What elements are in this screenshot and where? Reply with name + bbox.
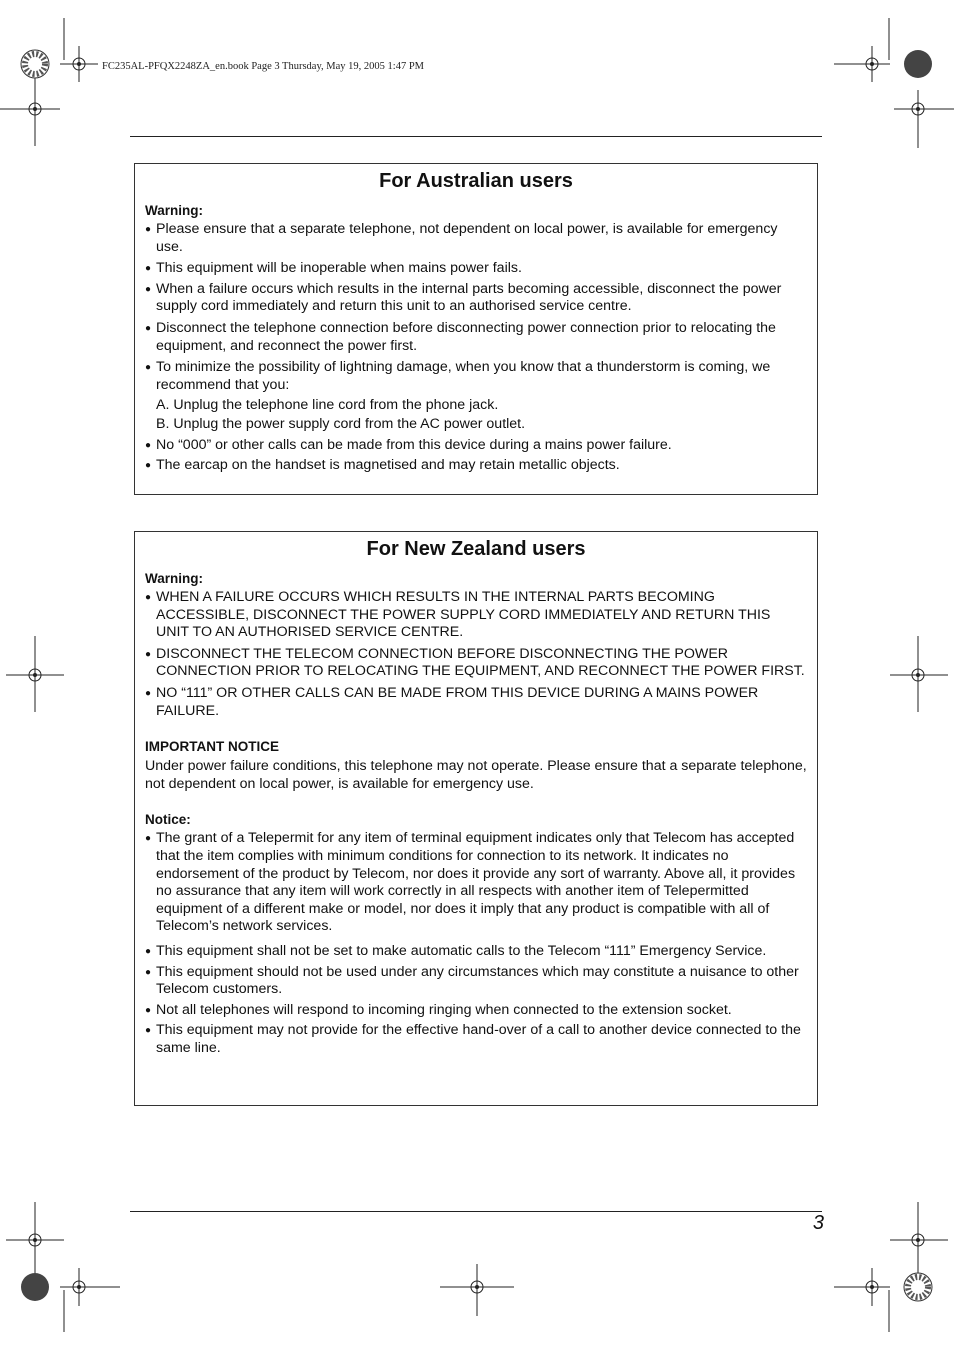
- new-zealand-users-box: [134, 531, 818, 1106]
- page-number: 3: [812, 1212, 824, 1234]
- bullet-icon: ●: [145, 687, 152, 699]
- notice-label: Notice:: [145, 812, 191, 828]
- list-item: ● To minimize the possibility of lightning damage, when you know that a thunderstorm is coming, we recommend that you: A. Unplug the telephone line cord from the phone jack. B. Unplug the power supply cord from the AC power outlet.: [145, 359, 807, 433]
- bullet-icon: ●: [145, 833, 152, 845]
- list-item: ● DISCONNECT THE TELECOM CONNECTION BEFORE DISCONNECTING THE POWER CONNECTION PRIOR TO RELOCATING THE EQUIPMENT, AND RECONNECT THE POWER FIRST.: [145, 645, 805, 680]
- list-item: ● This equipment may not provide for the effective hand-over of a call to another device connected to the same line.: [145, 1022, 801, 1056]
- bullet-icon: ●: [145, 945, 152, 957]
- list-item: ● When a failure occurs which results in the internal parts becoming accessible, disconnect the power supply cord immediately and return this unit to an authorised service centre.: [145, 280, 782, 315]
- list-item: ● The grant of a Telepermit for any item of terminal equipment indicates only that Telecom has accepted that the item complies with minimum conditions for connection to its network. It indicates no endorsement of the product by Telecom, nor does it provide any sort of warranty. Above all, it provides no assurance that any item will work correctly in all respects with another item of Telepermitted equipment of a different make or model, nor does it imply that any product is compatible with all of Telecom’s network services.: [145, 830, 796, 935]
- au-warning-label: Warning:: [145, 203, 203, 218]
- list-item: ● The earcap on the handset is magnetised and may retain metallic objects.: [145, 457, 620, 474]
- book-header: FC235AL-PFQX2248ZA_en.book Page 3 Thursday, May 19, 2005 1:47 PM: [102, 61, 424, 72]
- bottom-rule: [130, 1211, 822, 1212]
- important-notice-label: IMPORTANT NOTICE: [145, 739, 279, 755]
- australian-users-box: [134, 163, 818, 495]
- list-item: ● This equipment should not be used under any circumstances which may constitute a nuisance to other Telecom customers.: [145, 963, 799, 998]
- nz-warning-label: Warning:: [145, 571, 203, 586]
- list-item: ● This equipment will be inoperable when mains power fails.: [145, 260, 522, 277]
- bullet-icon: ●: [145, 592, 152, 603]
- bullet-icon: ●: [145, 283, 152, 295]
- au-warning-list: [145, 221, 807, 475]
- bullet-icon: ●: [145, 224, 152, 235]
- list-item: ● Disconnect the telephone connection before disconnecting power connection prior to relocating the equipment, and reconnect the power first.: [145, 319, 776, 354]
- bullet-icon: ●: [145, 1004, 152, 1016]
- nz-title: For New Zealand users: [366, 538, 586, 560]
- important-notice-text: Under power failure conditions, this telephone may not operate. Please ensure that a separate telephone, not dependent on local power, is available for emergency use.: [145, 758, 807, 792]
- bullet-icon: ●: [145, 966, 152, 978]
- list-item: ● NO “111” OR OTHER CALLS CAN BE MADE FROM THIS DEVICE DURING A MAINS POWER FAILURE.: [145, 684, 759, 719]
- bullet-icon: ●: [145, 1025, 152, 1037]
- list-item: ● Please ensure that a separate telephone, not dependent on local power, is available for emergency use.: [145, 221, 778, 255]
- bullet-icon: ●: [145, 439, 152, 451]
- bullet-icon: ●: [145, 263, 152, 275]
- au-sub-a: A. Unplug the telephone line cord from the phone jack.: [156, 397, 499, 414]
- bullet-icon: ●: [145, 322, 152, 334]
- bullet-icon: ●: [145, 460, 152, 472]
- top-rule: [130, 136, 822, 137]
- list-item: ● No “000” or other calls can be made from this device during a mains power failure.: [145, 436, 672, 453]
- bullet-icon: ●: [145, 362, 152, 374]
- nz-notice-list: [145, 830, 807, 1057]
- list-item: ● Not all telephones will respond to incoming ringing when connected to the extension socket.: [145, 1001, 732, 1018]
- list-item: ● This equipment shall not be set to make automatic calls to the Telecom “111” Emergency Service.: [145, 942, 767, 959]
- list-item: ● WHEN A FAILURE OCCURS WHICH RESULTS IN THE INTERNAL PARTS BECOMING ACCESSIBLE, DISCONNECT THE POWER SUPPLY CORD IMMEDIATELY AND RETURN THIS UNIT TO AN AUTHORISED SERVICE CENTRE.: [145, 589, 771, 641]
- bullet-icon: ●: [145, 648, 152, 660]
- au-sub-b: B. Unplug the power supply cord from the AC power outlet.: [156, 415, 526, 432]
- au-title: For Australian users: [379, 170, 573, 192]
- nz-warning-list: [145, 589, 807, 720]
